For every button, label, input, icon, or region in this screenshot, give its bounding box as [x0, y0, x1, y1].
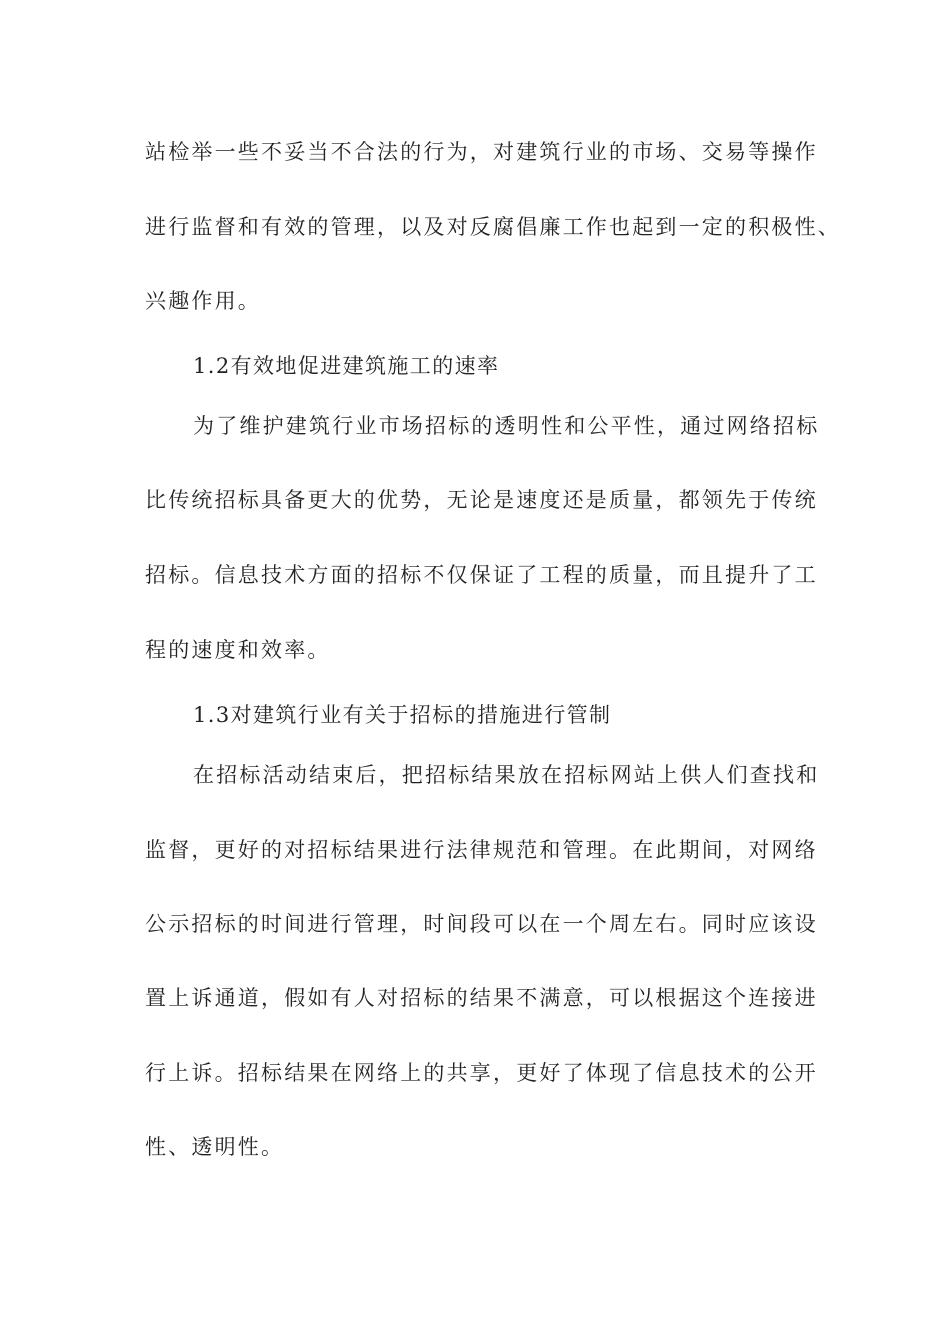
- paragraph-line: 在招标活动结束后，把招标结果放在招标网站上供人们查找和: [193, 763, 820, 787]
- paragraph-line: 比传统招标具备更大的优势，无论是速度还是质量，都领先于传统: [145, 488, 818, 512]
- paragraph-line: 招标。信息技术方面的招标不仅保证了工程的质量，而且提升了工: [145, 563, 818, 587]
- section-heading-1-2: 1.2有效地促进建筑施工的速率: [193, 354, 500, 378]
- section-heading-1-3: 1.3对建筑行业有关于招标的措施进行管制: [193, 703, 612, 727]
- paragraph-line: 程的速度和效率。: [145, 638, 331, 662]
- paragraph-line: 监督，更好的对招标结果进行法律规范和管理。在此期间，对网络: [145, 838, 818, 862]
- paragraph-line: 为了维护建筑行业市场招标的透明性和公平性，通过网络招标: [193, 414, 820, 438]
- paragraph-line: 站检举一些不妥当不合法的行为，对建筑行业的市场、交易等操作: [145, 140, 818, 164]
- paragraph-line: 公示招标的时间进行管理，时间段可以在一个周左右。同时应该设: [145, 912, 818, 936]
- paragraph-line: 进行监督和有效的管理，以及对反腐倡廉工作也起到一定的积极性、: [145, 215, 841, 239]
- paragraph-line: 兴趣作用。: [145, 289, 261, 313]
- paragraph-line: 置上诉通道，假如有人对招标的结果不满意，可以根据这个连接进: [145, 986, 818, 1010]
- paragraph-line: 性、透明性。: [145, 1135, 285, 1159]
- paragraph-line: 行上诉。招标结果在网络上的共享，更好了体现了信息技术的公开: [145, 1061, 818, 1085]
